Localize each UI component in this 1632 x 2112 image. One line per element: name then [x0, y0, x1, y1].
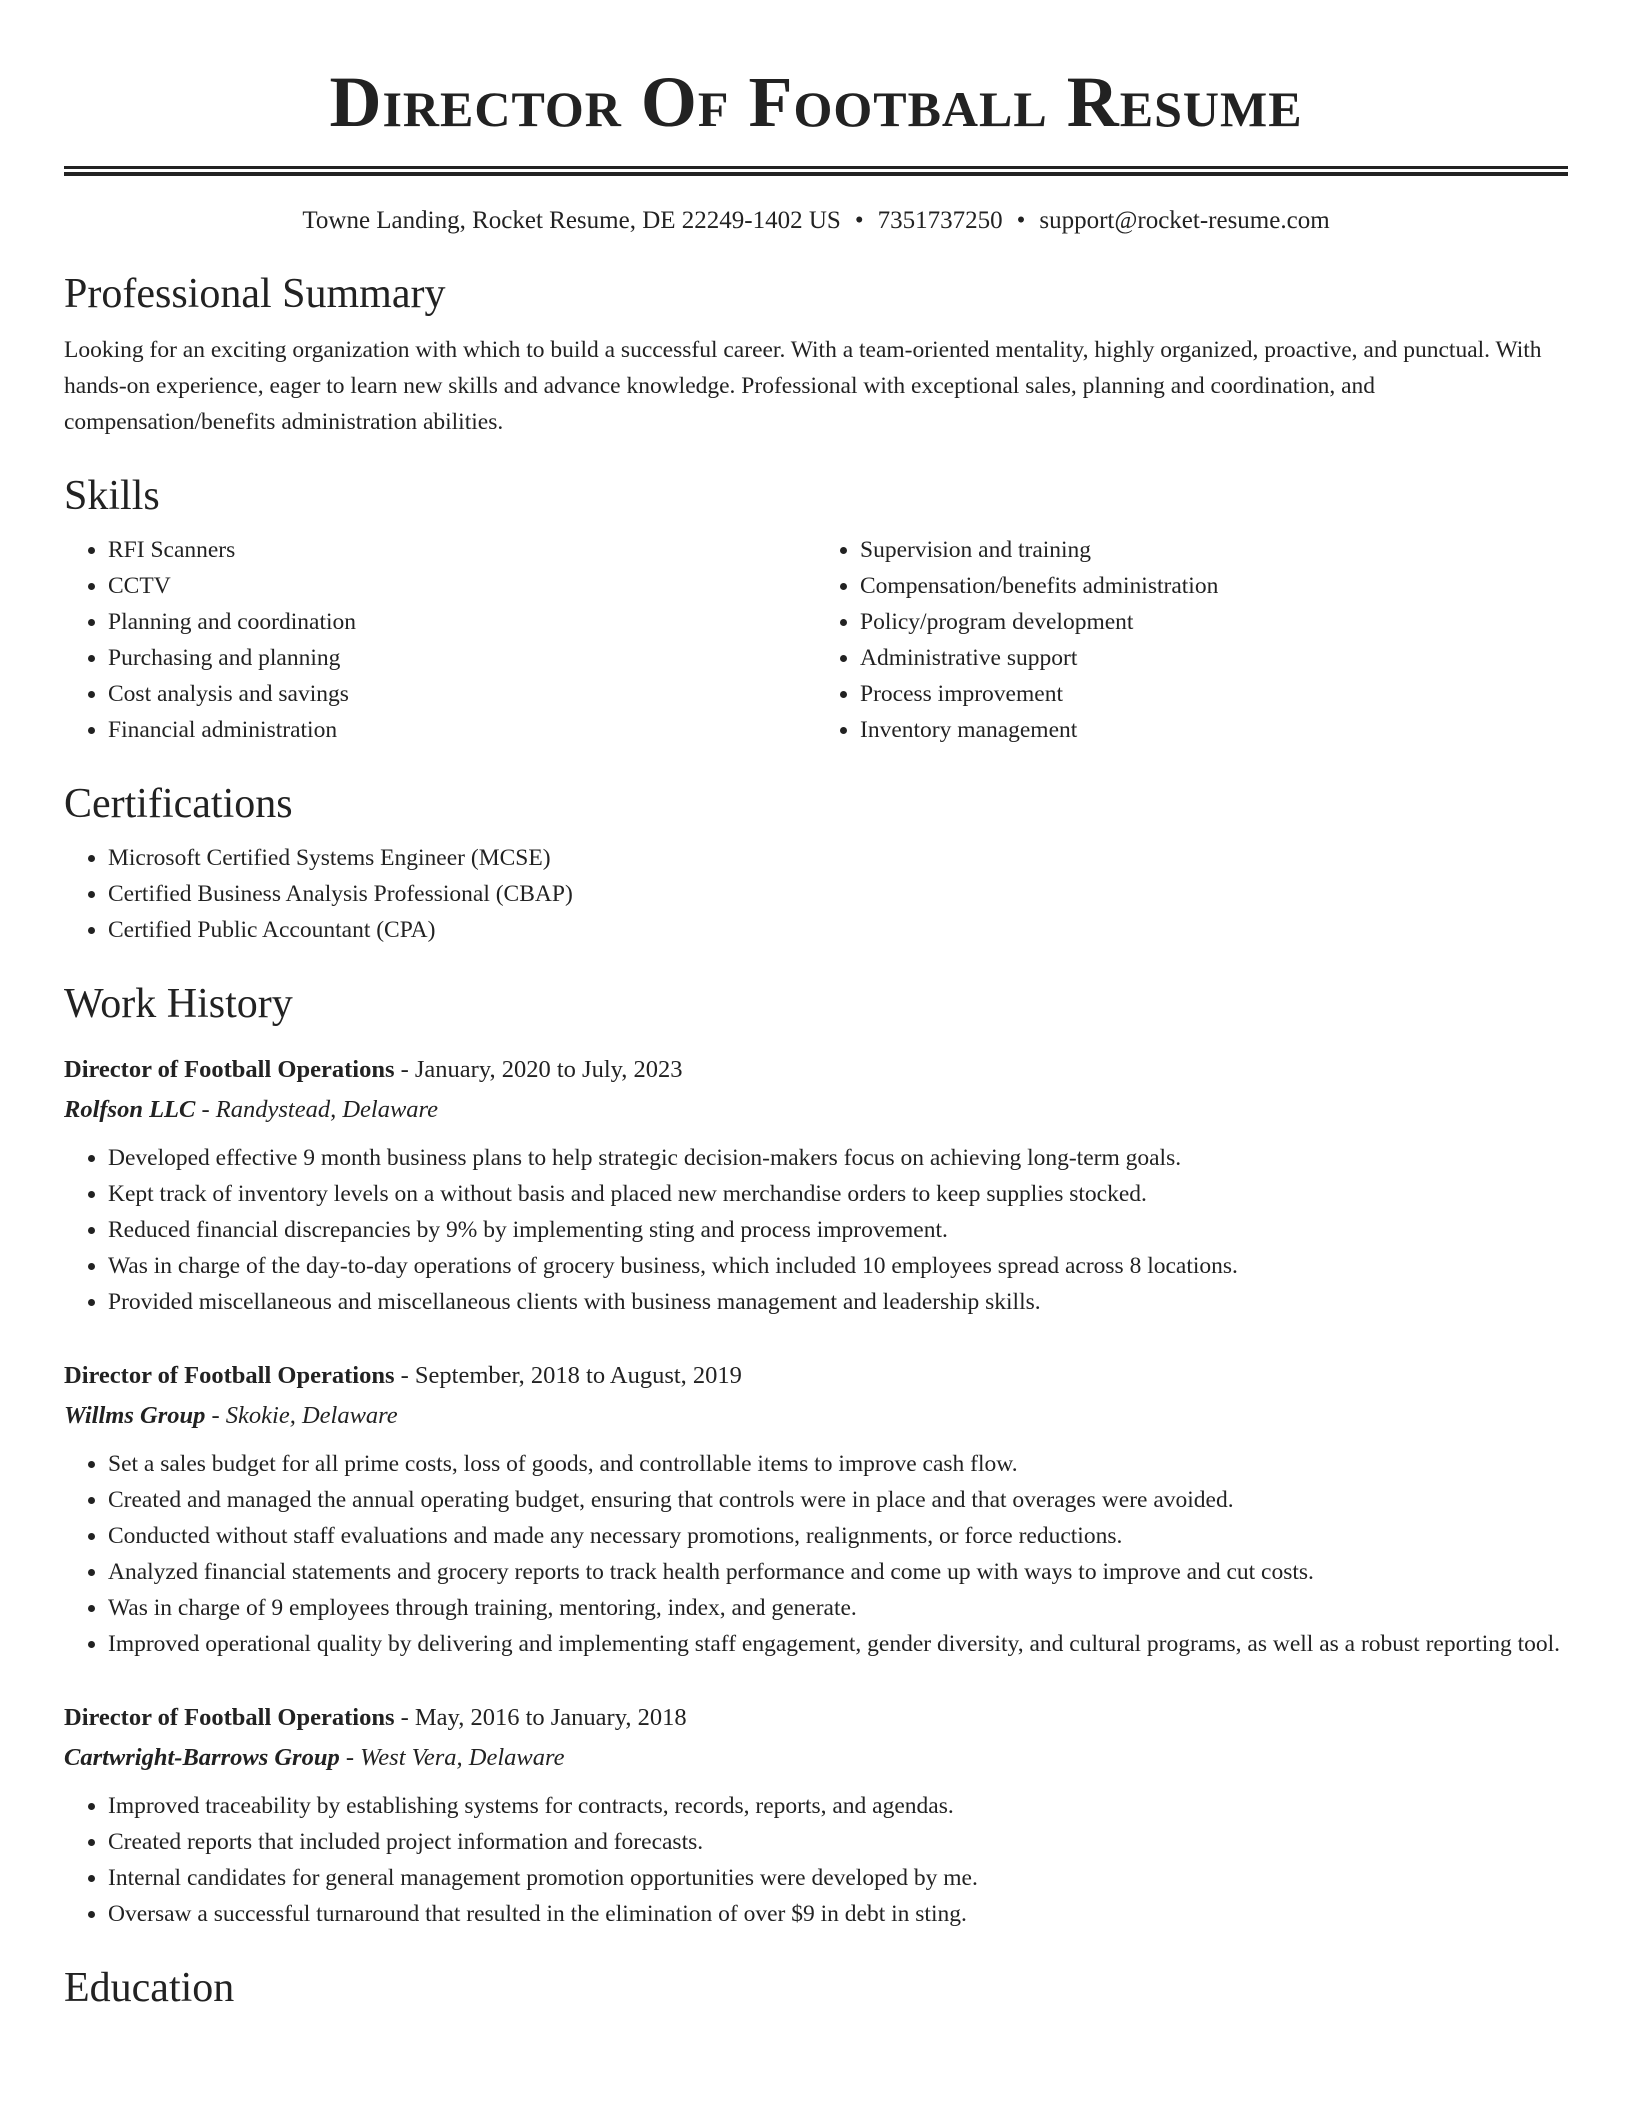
- certifications-section: [64, 778, 1568, 948]
- skill-item: • Policy/program development: [860, 604, 1568, 640]
- skill-item: • Financial administration: [108, 712, 816, 748]
- job-bullet: • Created and managed the annual operating budget, ensuring that controls were in place and that overages were avoided.: [108, 1482, 1568, 1518]
- job-entry: [64, 1698, 1568, 1932]
- skills-list-left: [64, 532, 816, 748]
- summary-section: [64, 268, 1568, 440]
- job-dates: - January, 2020 to July, 2023: [394, 1056, 683, 1083]
- job-title-line: [64, 1698, 1568, 1738]
- certification-item: • Certified Public Accountant (CPA): [108, 912, 1568, 948]
- job-bullets: [64, 1446, 1568, 1662]
- job-location: - Randystead, Delaware: [195, 1096, 439, 1123]
- job-bullet: • Was in charge of 9 employees through training, mentoring, index, and generate.: [108, 1590, 1568, 1626]
- job-bullet: • Provided miscellaneous and miscellaneous clients with business management and leadership skills.: [108, 1284, 1568, 1320]
- skill-item: • Planning and coordination: [108, 604, 816, 640]
- job-company: Rolfson LLC: [64, 1096, 196, 1123]
- job-bullet: • Conducted without staff evaluations and made any necessary promotions, realignments, or force reductions.: [108, 1518, 1568, 1554]
- contact-separator: •: [854, 207, 864, 234]
- certifications-heading: Certifications: [64, 781, 293, 827]
- job-dates: - May, 2016 to January, 2018: [394, 1704, 687, 1731]
- skill-item: • Compensation/benefits administration: [860, 568, 1568, 604]
- job-location: - Skokie, Delaware: [205, 1402, 398, 1429]
- job-bullet: • Internal candidates for general management promotion opportunities were developed by me.: [108, 1860, 1568, 1896]
- skill-item: • Administrative support: [860, 640, 1568, 676]
- contact-address: Towne Landing, Rocket Resume, DE 22249-1402 US: [302, 207, 841, 234]
- skill-item: • Purchasing and planning: [108, 640, 816, 676]
- job-entry: [64, 1356, 1568, 1662]
- job-title: Director of Football Operations: [64, 1704, 395, 1731]
- work-history-heading: Work History: [64, 981, 293, 1027]
- skills-section: [64, 470, 1568, 748]
- education-heading: Education: [64, 1965, 235, 2011]
- title-double-rule: [64, 166, 1568, 176]
- contact-separator: •: [1016, 207, 1026, 234]
- job-title: Director of Football Operations: [64, 1056, 395, 1083]
- skill-item: • CCTV: [108, 568, 816, 604]
- job-bullet: • Was in charge of the day-to-day operations of grocery business, which included 10 employees spread across 8 locations.: [108, 1248, 1568, 1284]
- work-history-section: [64, 978, 1568, 1932]
- job-company: Cartwright-Barrows Group: [64, 1744, 340, 1771]
- summary-text: Looking for an exciting organization with which to build a successful career. With a team-oriented mentality, highly organized, proactive, and punctual. With hands-on experience, eager to learn new skills and advance knowledge. Professional with exceptional sales, planning and coordination, and compensation/benefits administration abilities.: [64, 337, 1542, 435]
- job-company-line: [64, 1738, 1568, 1778]
- job-bullets: [64, 1788, 1568, 1932]
- skill-item: • Inventory management: [860, 712, 1568, 748]
- skill-item: • RFI Scanners: [108, 532, 816, 568]
- job-company: Willms Group: [64, 1402, 206, 1429]
- skills-heading: Skills: [64, 473, 160, 519]
- summary-heading: Professional Summary: [64, 271, 446, 317]
- job-bullets: [64, 1140, 1568, 1320]
- job-entry: [64, 1050, 1568, 1320]
- job-bullet: • Reduced financial discrepancies by 9% by implementing sting and process improvement.: [108, 1212, 1568, 1248]
- job-bullet: • Created reports that included project information and forecasts.: [108, 1824, 1568, 1860]
- job-company-line: [64, 1396, 1568, 1436]
- contact-line: [64, 204, 1568, 238]
- job-bullet: • Improved operational quality by delivering and implementing staff engagement, gender diversity, and cultural programs, as well as a robust reporting tool.: [108, 1626, 1568, 1662]
- job-location: - West Vera, Delaware: [339, 1744, 565, 1771]
- job-dates: - September, 2018 to August, 2019: [394, 1362, 742, 1389]
- skill-item: • Supervision and training: [860, 532, 1568, 568]
- job-bullet: • Analyzed financial statements and grocery reports to track health performance and come up with ways to improve and cut costs.: [108, 1554, 1568, 1590]
- job-bullet: • Oversaw a successful turnaround that resulted in the elimination of over $9 in debt in sting.: [108, 1896, 1568, 1932]
- job-bullet: • Developed effective 9 month business plans to help strategic decision-makers focus on achieving long-term goals.: [108, 1140, 1568, 1176]
- job-title-line: [64, 1356, 1568, 1396]
- job-title-line: [64, 1050, 1568, 1090]
- job-company-line: [64, 1090, 1568, 1130]
- skill-item: • Cost analysis and savings: [108, 676, 816, 712]
- job-title: Director of Football Operations: [64, 1362, 395, 1389]
- certifications-list: [64, 840, 1568, 948]
- job-bullet: • Set a sales budget for all prime costs, loss of goods, and controllable items to improve cash flow.: [108, 1446, 1568, 1482]
- job-bullet: • Improved traceability by establishing systems for contracts, records, reports, and agendas.: [108, 1788, 1568, 1824]
- skills-grid: [64, 532, 1568, 748]
- contact-phone: 7351737250: [877, 207, 1003, 234]
- skill-item: • Process improvement: [860, 676, 1568, 712]
- certification-item: • Microsoft Certified Systems Engineer (MCSE): [108, 840, 1568, 876]
- contact-email: support@rocket-resume.com: [1039, 207, 1330, 234]
- education-section: [64, 1962, 1568, 2014]
- job-bullet: • Kept track of inventory levels on a without basis and placed new merchandise orders to keep supplies stocked.: [108, 1176, 1568, 1212]
- skills-list-right: [816, 532, 1568, 748]
- resume-title: Director Of Football Resume: [329, 62, 1303, 142]
- certification-item: • Certified Business Analysis Professional (CBAP): [108, 876, 1568, 912]
